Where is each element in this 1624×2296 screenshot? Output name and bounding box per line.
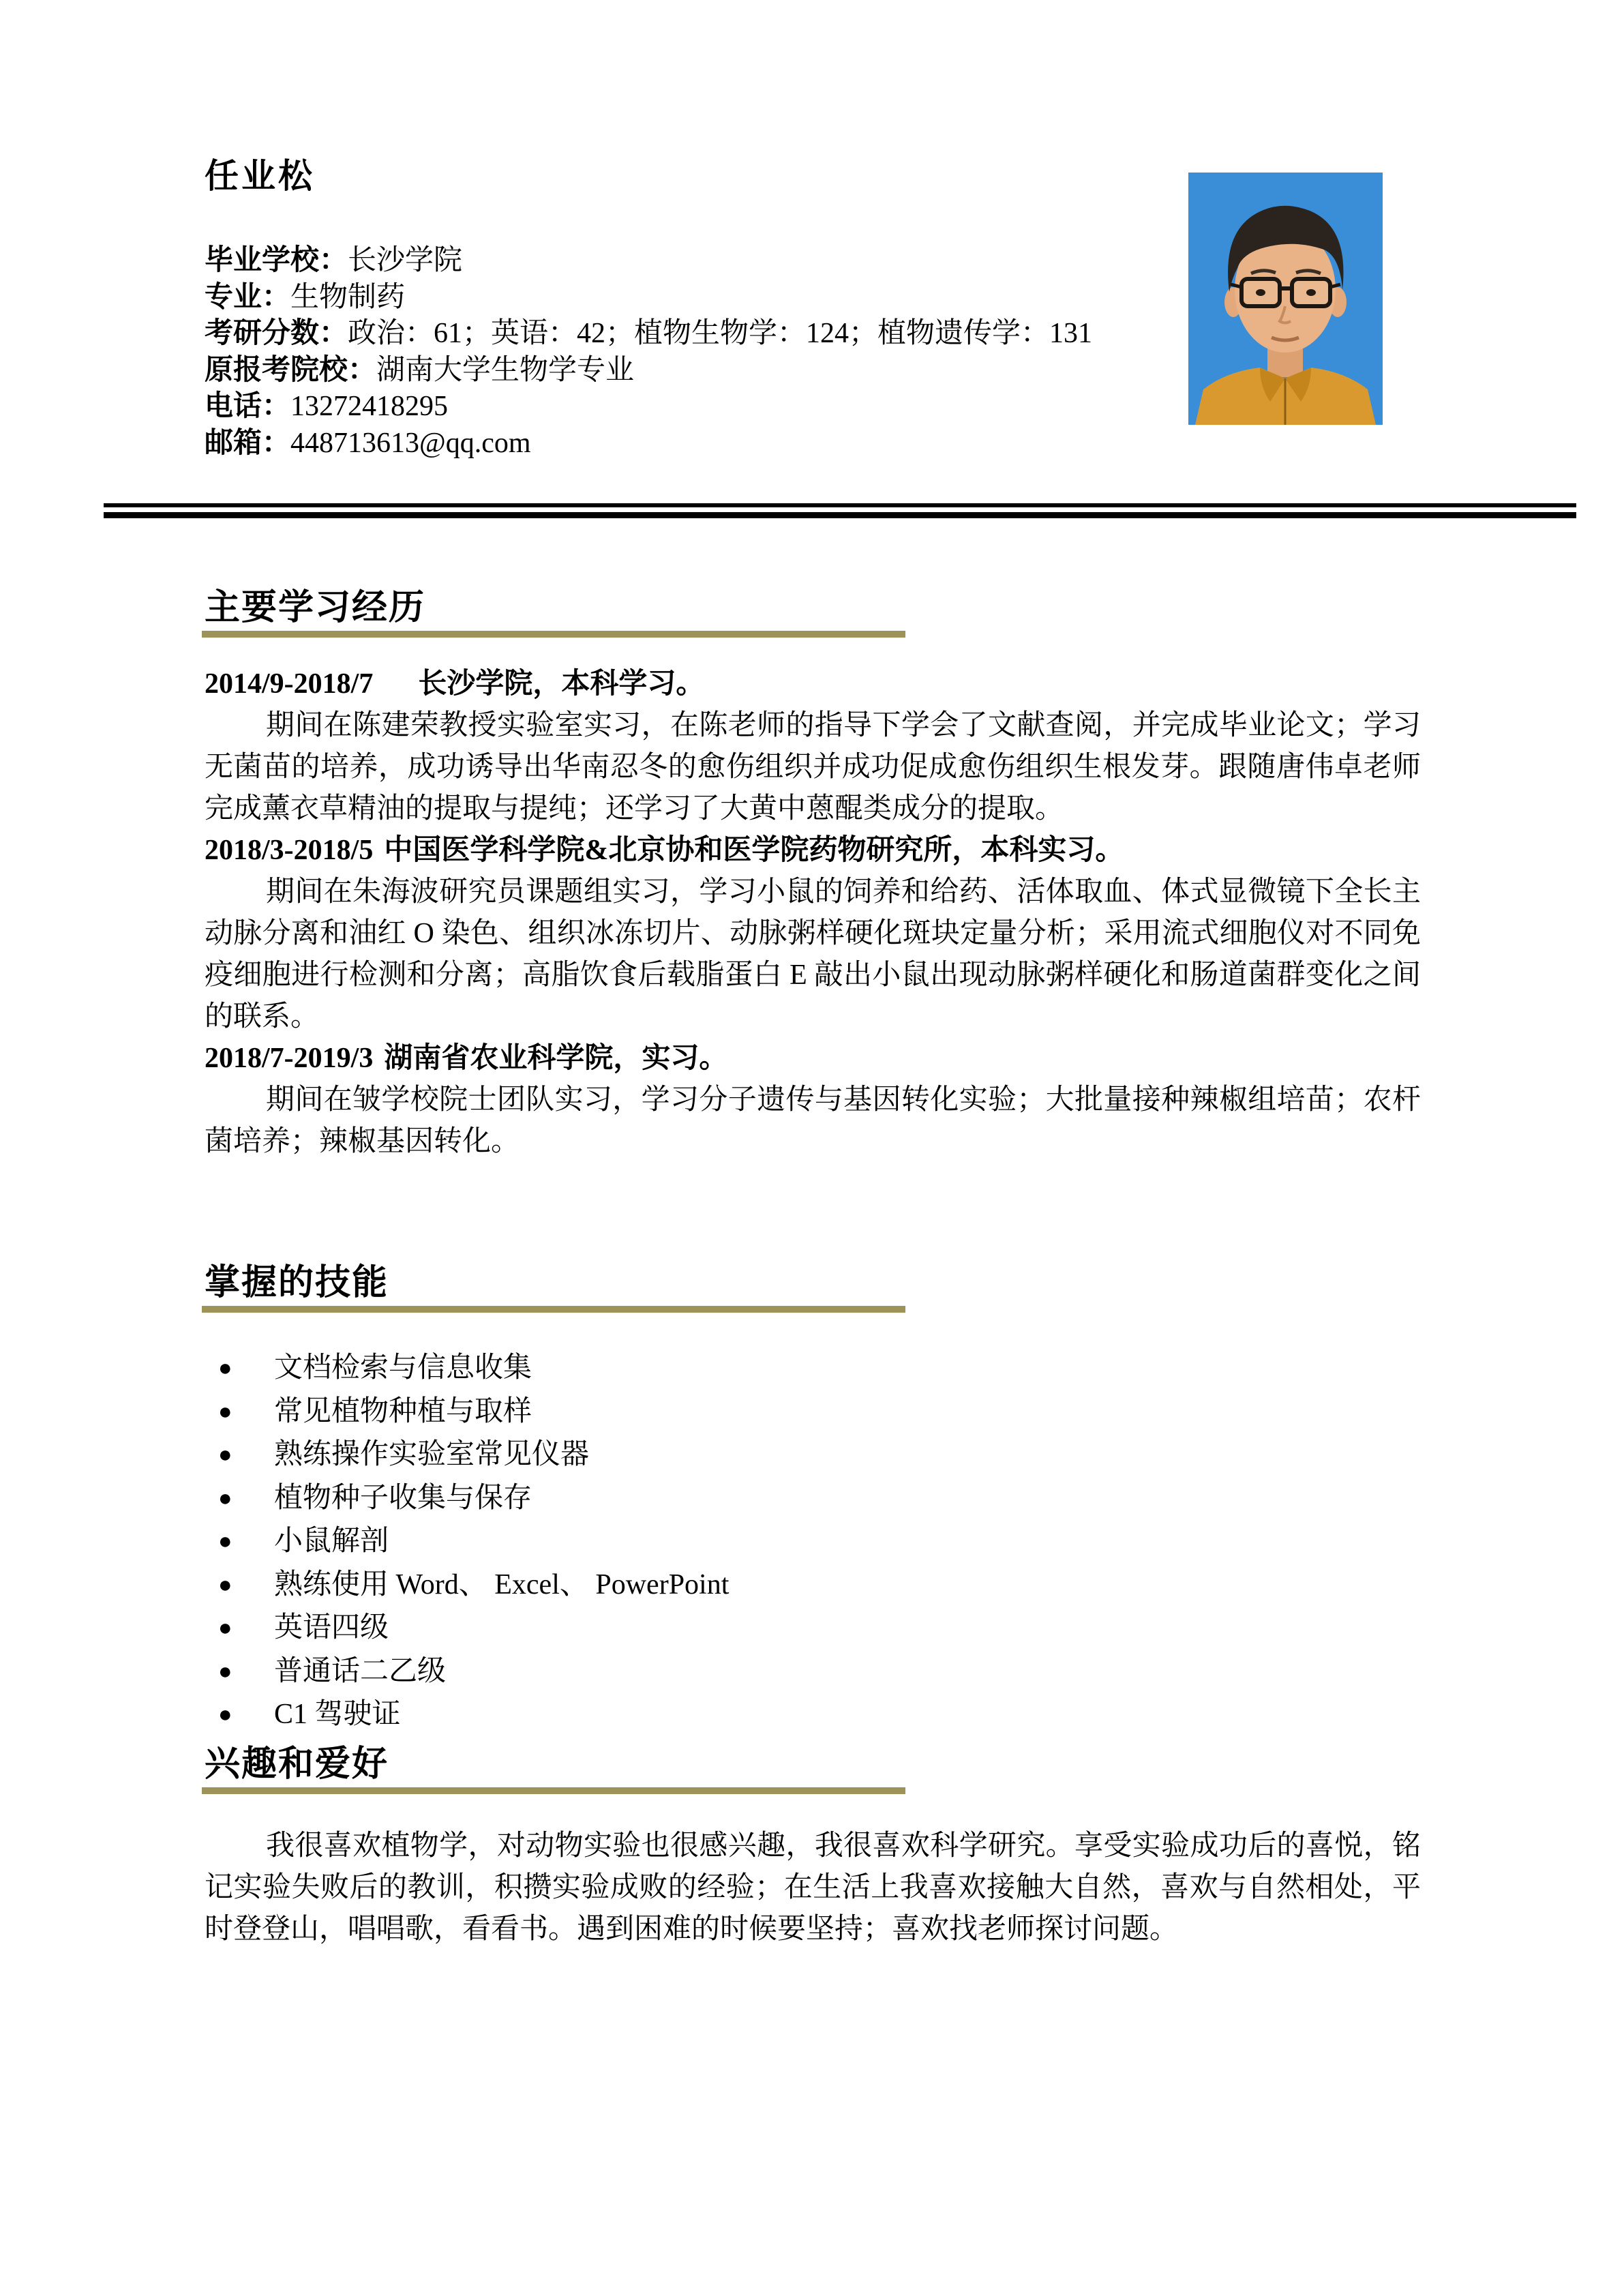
bullet-icon: ● [218, 1702, 232, 1727]
bullet-icon: ● [218, 1442, 232, 1467]
bullet-icon: ● [218, 1399, 232, 1425]
skill-label: 熟练使用 Word、 Excel、 PowerPoint [274, 1568, 730, 1600]
contact-value: 13272418295 [290, 391, 449, 422]
contact-value: 448713613@qq.com [290, 427, 531, 459]
skill-label: 文档检索与信息收集 [274, 1352, 532, 1384]
section-title-skills: 掌握的技能 [205, 1264, 389, 1302]
skill-label: 植物种子收集与保存 [274, 1482, 532, 1514]
contact-label: 电话： [205, 391, 291, 422]
candidate-name: 任业松 [205, 157, 315, 195]
entry-title: 湖南省农业科学院，实习。 [384, 1043, 728, 1074]
skill-item [205, 1607, 1421, 1650]
skill-item [205, 1477, 1421, 1521]
contact-row-email [205, 426, 1092, 462]
section-education [205, 589, 1421, 1163]
section-underline [202, 1306, 905, 1313]
contact-value: 长沙学院 [348, 245, 463, 276]
section-skills [205, 1264, 1421, 1737]
education-entry [205, 830, 1421, 1038]
education-entry [205, 1038, 1421, 1163]
entry-detail: 期间在陈建荣教授实验室实习，在陈老师的指导下学会了文献查阅，并完成毕业论文；学习无菌苗的培养，成功诱导出华南忍冬的愈伤组织并成功促成愈伤组织生根发芽。跟随唐伟卓老师完成薰衣草精油的提取与提纯；还学习了大黄中蒽醌类成分的提取。 [205, 710, 1421, 824]
skill-item [205, 1693, 1421, 1737]
skill-label: C1 驾驶证 [274, 1699, 401, 1730]
section-title-education: 主要学习经历 [205, 588, 426, 627]
contact-value: 湖南大学生物学专业 [376, 354, 635, 386]
skill-label: 常见植物种植与取样 [274, 1395, 532, 1427]
contact-value: 生物制药 [290, 281, 406, 313]
skill-item [205, 1520, 1421, 1564]
skill-label: 英语四级 [274, 1612, 389, 1643]
bullet-icon: ● [218, 1485, 232, 1511]
entry-heading [205, 830, 1421, 871]
entry-period: 2018/7-2019/3 [205, 1043, 374, 1074]
entry-period: 2018/3-2018/5 [205, 835, 374, 866]
skill-item [205, 1650, 1421, 1694]
contact-row-exam-scores [205, 316, 1092, 353]
entry-detail: 期间在皱学校院士团队实习，学习分子遗传与基因转化实验；大批量接种辣椒组培苗；农杆菌培养；辣椒基因转化。 [205, 1084, 1421, 1157]
rule-bottom-line [104, 512, 1576, 518]
profile-photo [1188, 173, 1383, 425]
contact-row-phone [205, 389, 1092, 426]
bullet-icon: ● [218, 1615, 232, 1641]
header-double-rule [104, 503, 1576, 518]
entry-title: 长沙学院，本科学习。 [418, 668, 705, 700]
contact-info [205, 243, 1092, 462]
rule-gap [104, 507, 1576, 512]
contact-label: 邮箱： [205, 427, 291, 459]
contact-row-major [205, 280, 1092, 316]
education-entries [205, 664, 1421, 1163]
skill-item [205, 1433, 1421, 1477]
bullet-icon: ● [218, 1356, 232, 1381]
entry-title: 中国医学科学院&北京协和医学院药物研究所，本科实习。 [384, 835, 1124, 866]
section-underline [202, 1787, 905, 1794]
contact-row-target-school [205, 353, 1092, 389]
contact-label: 专业： [205, 281, 291, 313]
contact-label: 考研分数： [205, 318, 348, 349]
bullet-icon: ● [218, 1572, 232, 1598]
entry-heading [205, 1038, 1421, 1079]
contact-row-school [205, 243, 1092, 280]
skill-item [205, 1390, 1421, 1434]
skill-label: 熟练操作实验室常见仪器 [274, 1439, 590, 1470]
skill-item [205, 1347, 1421, 1390]
skill-label: 普通话二乙级 [274, 1655, 447, 1687]
contact-label: 原报考院校： [205, 354, 377, 386]
entry-detail: 期间在朱海波研究员课题组实习，学习小鼠的饲养和给药、活体取血、体式显微镜下全长主动脉分离和油红 O 染色、组织冰冻切片、动脉粥样硬化斑块定量分析；采用流式细胞仪对不同免疫细胞进行检测和分离；高脂饮食后载脂蛋白 E 敲出小鼠出现动脉粥样硬化和肠道菌群变化之间的联系。 [205, 876, 1421, 1032]
profile-photo-art [1188, 173, 1383, 425]
skill-item [205, 1564, 1421, 1607]
interests-detail: 我很喜欢植物学，对动物实验也很感兴趣，我很喜欢科学研究。享受实验成功后的喜悦，铭记实验失败后的教训，积攒实验成败的经验；在生活上我喜欢接触大自然，喜欢与自然相处，平时登登山，唱唱歌，看看书。遇到困难的时候要坚持；喜欢找老师探讨问题。 [205, 1830, 1421, 1945]
skill-label: 小鼠解剖 [274, 1525, 389, 1557]
bullet-icon: ● [218, 1658, 232, 1684]
bullet-icon: ● [218, 1529, 232, 1554]
contact-value: 政治：61；英语：42；植物生物学：124；植物遗传学：131 [348, 318, 1093, 349]
contact-label: 毕业学校： [205, 245, 348, 276]
education-entry [205, 664, 1421, 830]
entry-heading [205, 664, 1421, 705]
section-interests [205, 1746, 1421, 1950]
section-underline [202, 631, 905, 638]
entry-period: 2014/9-2018/7 [205, 668, 374, 700]
skills-list [205, 1347, 1421, 1737]
section-title-interests: 兴趣和爱好 [205, 1745, 389, 1784]
